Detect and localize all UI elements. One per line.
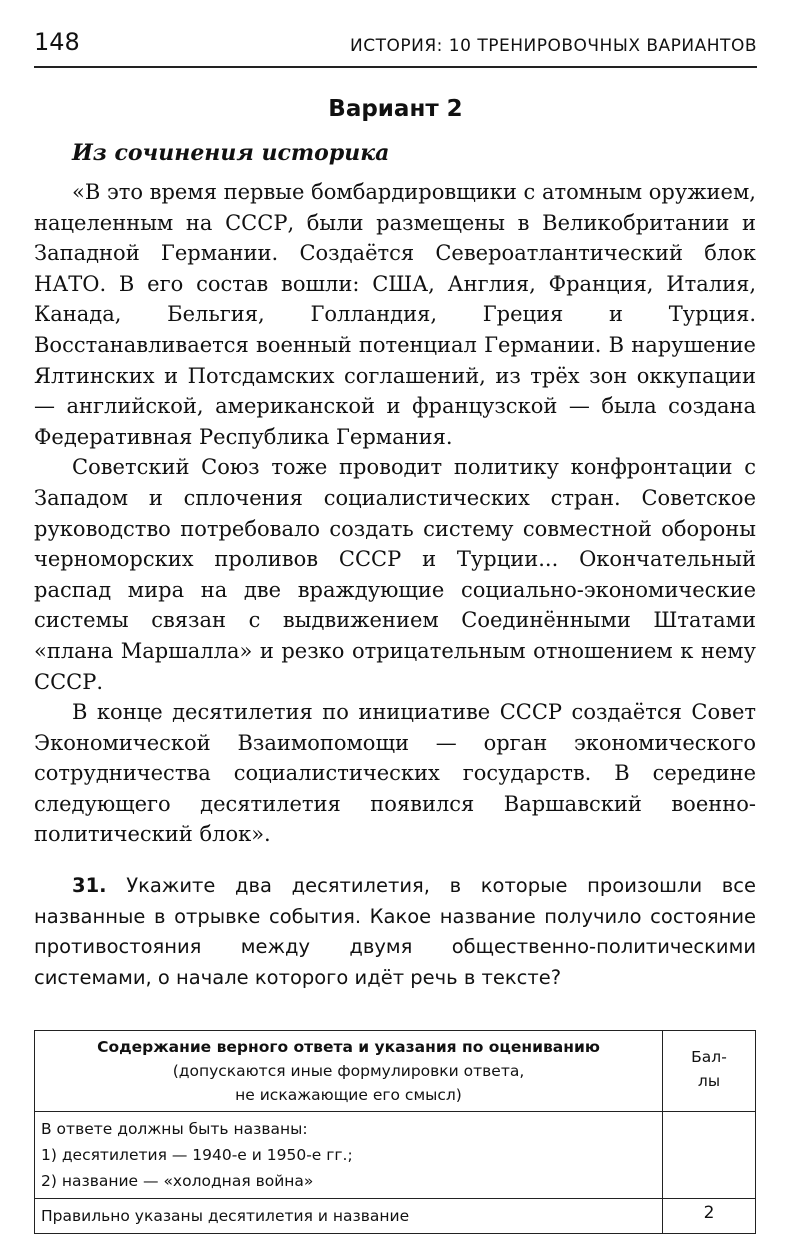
table-row	[35, 1199, 756, 1234]
page-header	[34, 22, 757, 68]
question-number: 31.	[72, 874, 107, 897]
answer-score-cell	[663, 1112, 756, 1199]
excerpt-paragraph: «В это время первые бомбардировщики с атомным оружием, нацеленным на СССР, были размещены в Великобритании и Западной Германии. Создаётся Североатлантический блок НАТО. В его состав вошли: США, Англия, Франция, Италия, Канада, Бельгия, Голландия, Греция и Турция. Восстанавливается военный потенциал Германии. В нарушение Ялтинских и Потсдамских соглашений, из трёх зон оккупации — английской, американской и французской — была создана Федеративная Республика Германия.	[34, 180, 756, 449]
answer-line: В ответе должны быть названы:	[41, 1120, 308, 1138]
content-header-line: Содержание верного ответа и указания по оцениванию	[97, 1038, 600, 1056]
content-header-line: (допускаются иные формулировки ответа,	[172, 1062, 525, 1080]
content-header-line: не искажающие его смысл)	[235, 1086, 462, 1104]
excerpt-paragraph: Советский Союз тоже проводит политику конфронтации с Западом и сплочения социалистических стран. Советское руководство потребовало создать систему совместной обороны черноморских проливов СССР и Турции... Окончательный распад мира на две враждующие социально-экономические системы связан с выдвижением Соединёнными Штатами «плана Маршалла» и резко отрицательным отношением к нему СССР.	[34, 455, 756, 694]
answer-line: 1) десятилетия — 1940-е и 1950-е гг.;	[41, 1146, 353, 1164]
answer-content-cell	[35, 1112, 663, 1199]
source-title: Из сочинения историка	[72, 140, 390, 166]
question-text: Укажите два десятилетия, в которые произошли все названные в отрывке события. Какое название получило состояние противостояния между двумя общественно-политическими системами, о начале которого идёт речь в тексте?	[34, 874, 756, 989]
running-title: ИСТОРИЯ: 10 ТРЕНИРОВОЧНЫХ ВАРИАНТОВ	[350, 36, 757, 56]
table-row	[35, 1112, 756, 1199]
question-paragraph	[34, 871, 756, 993]
variant-title: Вариант 2	[328, 96, 463, 122]
page-number: 148	[34, 28, 80, 56]
criterion-score-cell: 2	[663, 1199, 756, 1234]
table-header-row	[35, 1031, 756, 1112]
question-block	[34, 871, 756, 993]
answer-line: 2) название — «холодная война»	[41, 1172, 314, 1190]
content-header	[35, 1031, 663, 1112]
score-header-line: Бал-	[691, 1048, 727, 1066]
excerpt-text	[34, 177, 756, 850]
criterion-cell: Правильно указаны десятилетия и название	[35, 1199, 663, 1234]
score-header	[663, 1031, 756, 1112]
excerpt-paragraph: В конце десятилетия по инициативе СССР создаётся Совет Экономической Взаимопомощи — орган экономического сотрудничества социалистических государств. В середине следующего десятилетия появился Варшавский военно-политический блок».	[34, 700, 756, 847]
scoring-table	[34, 1030, 756, 1234]
score-header-line: лы	[697, 1072, 721, 1090]
